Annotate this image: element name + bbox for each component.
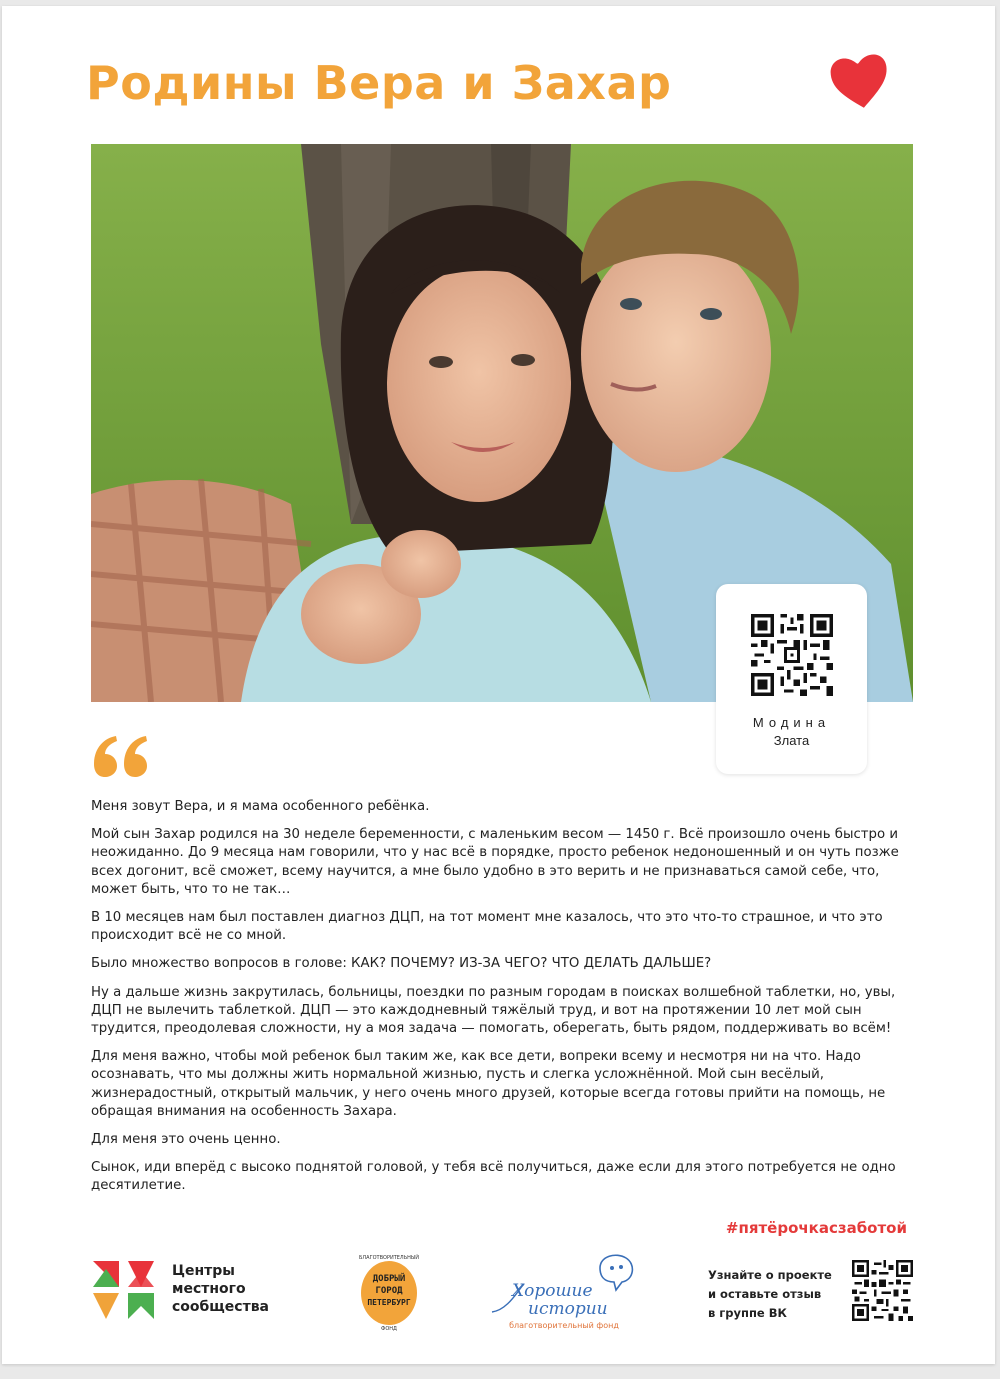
svg-text:истории: истории: [528, 1299, 608, 1319]
story-paragraph: Было множество вопросов в голове: КАК? ПОЧЕМУ? ИЗ-ЗА ЧЕГО? ЧТО ДЕЛАТЬ ДАЛЬШЕ?: [91, 956, 712, 972]
story-paragraph: Сынок, иди вперёд с высоко поднятой головой, у тебя всё получиться, даже если для этого потребуется не одно десятилетие.: [91, 1160, 896, 1194]
vk-invite-text: Узнайте о проекте и оставьте отзыв в группе ВК: [708, 1268, 832, 1320]
story-paragraph: Ну а дальше жизнь закрутилась, больницы, поездки по разным городам в поисках волшебной таблетки, но, увы, ДЦП не вылечить таблеткой. ДЦП — это каждодневный тяжёлый труд, и вот на протяжении 10 лет мой сын трудится, преодолевая сложности, ну а моя задача — помогать, оберегать, быть рядом, поддерживать во всём!: [91, 984, 896, 1037]
svg-text:благотворительный фонд: благотворительный фонд: [509, 1321, 619, 1330]
svg-text:Хорошие: Хорошие: [512, 1281, 593, 1301]
page-title: Родины Вера и Захар: [86, 56, 672, 110]
vk-qr-code-icon[interactable]: [852, 1260, 913, 1321]
community-centers-logo: [91, 1259, 156, 1321]
qr-author-caption: [716, 714, 867, 750]
story-paragraph: Меня зовут Вера, и я мама особенного ребёнка.: [91, 799, 430, 814]
story-paragraph: В 10 месяцев нам был поставлен диагноз ДЦП, на тот момент мне казалось, что это что-то страшное, и что это происходит всё не со мной.: [91, 910, 883, 944]
author-surname: Модина: [752, 715, 831, 730]
hashtag: #пятёрочкасзаботой: [725, 1219, 907, 1237]
quote-mark-icon: [90, 734, 152, 778]
khoroshie-istorii-logo: [488, 1250, 640, 1332]
story-paragraph: Мой сын Захар родился на 30 неделе беременности, с маленьким весом — 1450 г. Всё произошло очень быстро и неожиданно. До 9 месяца нам говорили, что у нас всё в порядке, просто ребенок недоношенный и он чуть позже всех догонит, всё сможет, всему научится, а мне было удобно в это верить и не признаваться самой себе, что, может быть, что то не так…: [91, 827, 899, 897]
story-text: [91, 798, 915, 1206]
community-centers-label: Центры местного сообщества: [172, 1263, 270, 1315]
dobry-gorod-logo: [354, 1251, 424, 1331]
svg-text:ДОБРЫЙ: ДОБРЫЙ: [372, 1274, 406, 1284]
qr-code-icon[interactable]: [751, 614, 833, 696]
svg-text:ПЕТЕРБУРГ: ПЕТЕРБУРГ: [367, 1298, 411, 1307]
author-qr-card[interactable]: [716, 584, 867, 774]
poster-page: [2, 6, 995, 1364]
svg-text:ГОРОД: ГОРОД: [375, 1286, 403, 1296]
author-name: Злата: [773, 733, 810, 748]
story-paragraph: Для меня важно, чтобы мой ребенок был таким же, как все дети, вопреки всему и несмотря ни на что. Надо осознавать, что мы должны жить нормальной жизнью, пусть и слегка усложнённой. Мой сын весёлый, жизнерадостный, открытый мальчик, у него очень много друзей, которые всегда готовы прийти на помощь, не обращая внимания на особенность Захара.: [91, 1049, 886, 1119]
svg-text:ФОНД: ФОНД: [381, 1326, 397, 1331]
svg-text:БЛАГОТВОРИТЕЛЬНЫЙ: БЛАГОТВОРИТЕЛЬНЫЙ: [358, 1255, 420, 1261]
story-paragraph: Для меня это очень ценно.: [91, 1132, 281, 1148]
heart-icon: [828, 50, 892, 112]
